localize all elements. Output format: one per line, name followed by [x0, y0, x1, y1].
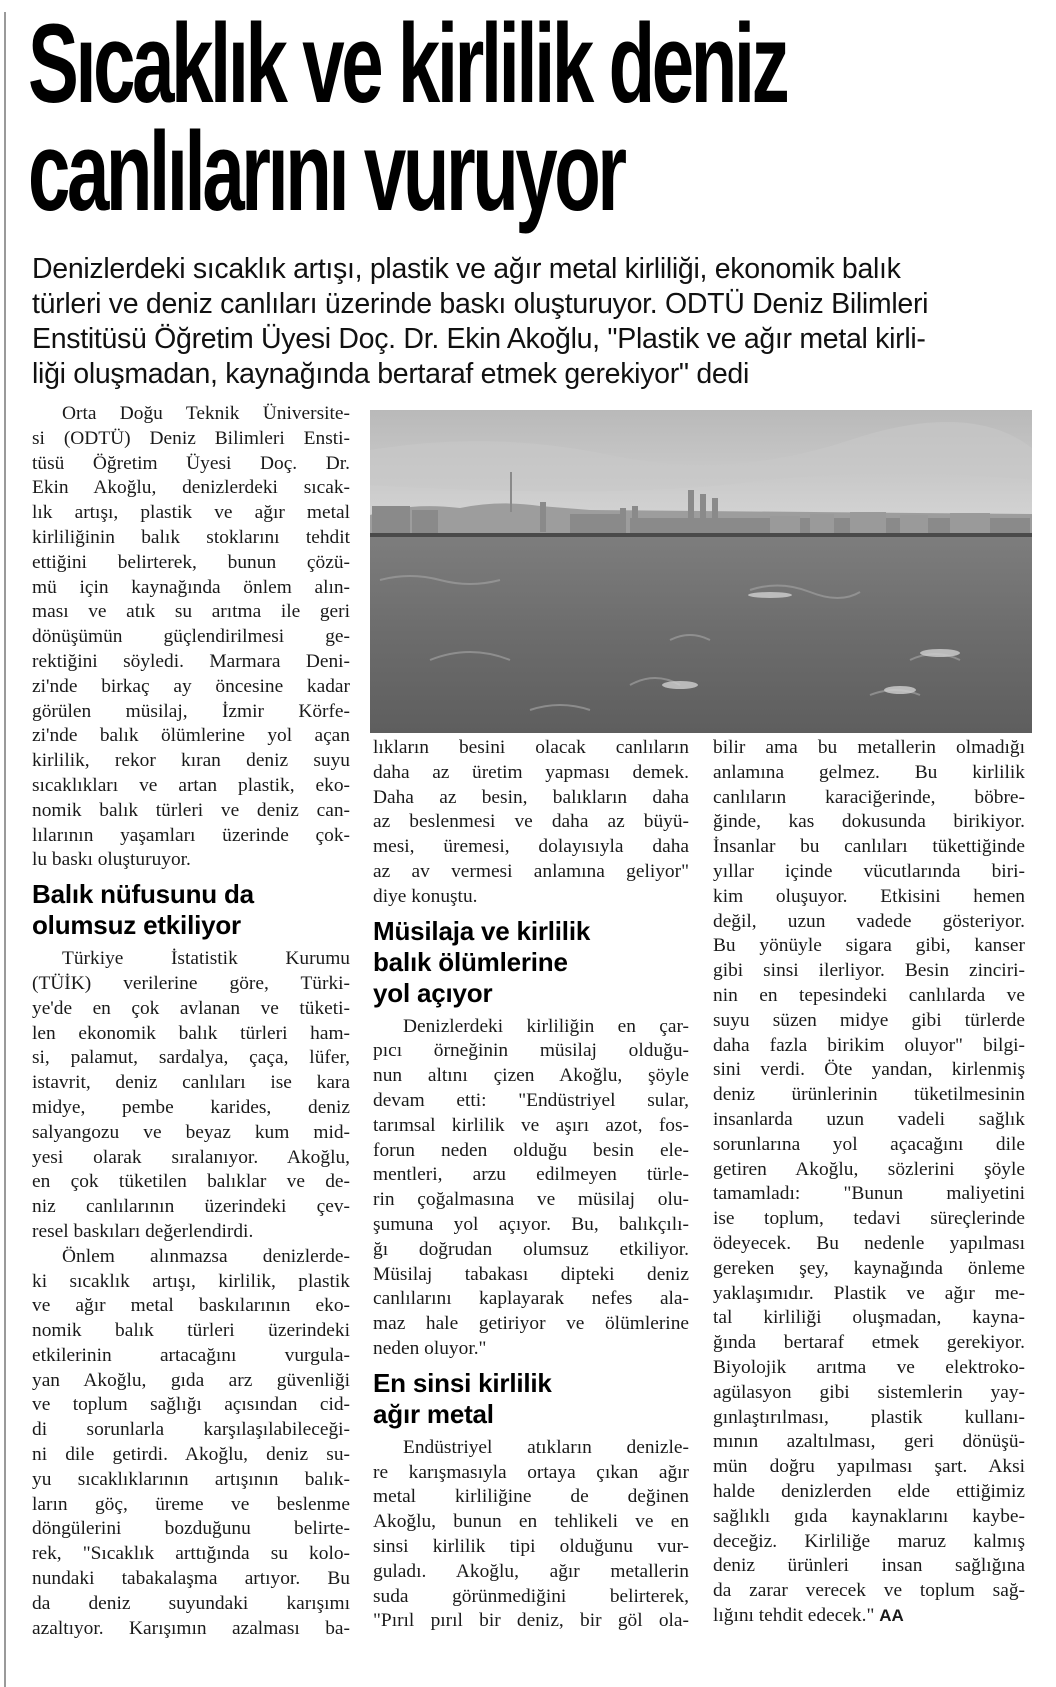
body-line: da zarar verecek ve toplum sağ- [713, 1580, 1025, 1602]
body-line: zi'nde birkaç ay öncesine kadar [32, 675, 350, 697]
deck-line: Enstitüsü Öğretim Üyesi Doç. Dr. Ekin Akoğlu, "Plastik ve ağır metal kirli- [32, 323, 926, 355]
body-line: Orta Doğu Teknik Üniversite- [62, 403, 350, 424]
body-line: ise toplum, tedavi süreçlerinde [713, 1208, 1025, 1230]
article-column-1 [32, 402, 350, 1641]
body-line: lıkların besini olacak canlıların [373, 737, 689, 758]
body-line: suda görünmediğini belirterek, [373, 1585, 689, 1607]
body-line: istavrit, deniz canlıları ise kara [32, 1072, 350, 1094]
body-line: sorunlarına yol açacağını dile [713, 1133, 1025, 1155]
body-line: ların göç, üreme ve beslenme [32, 1493, 350, 1515]
body-line: bilir ama bu metallerin olmadığı [713, 737, 1025, 758]
body-line: yu sıcaklıklarının artışının balık- [32, 1468, 350, 1490]
body-line: getiren Akoğlu, sözlerini şöyle [713, 1158, 1025, 1180]
sea-skyline-image [370, 410, 1032, 733]
final-text: lığını tehdit edecek." [713, 1604, 880, 1626]
body-line: sinsi kirlilik tipi olduğunu vur- [373, 1535, 689, 1557]
body-line: Akoğlu, bunun en tehlikeli ve en [373, 1511, 689, 1533]
body-line: Ekin Akoğlu, denizlerdeki sıcak- [32, 477, 350, 499]
body-line: daha az üretim yapması demek. [373, 761, 689, 783]
body-line: görülen müsilaj, İzmir Körfe- [32, 700, 350, 722]
body-line: len ekonomik balık türleri ham- [32, 1022, 350, 1044]
body-line: canlılarını kaplayarak nefes ala- [373, 1288, 689, 1310]
body-line: ve toplum sağlığı açısından cid- [32, 1394, 350, 1416]
body-line: deniz ürünleri insan sağlığına [713, 1555, 1025, 1577]
body-line: anlamına gelmez. Bu kirlilik [713, 761, 1025, 783]
body-line: ni dile getirdi. Akoğlu, deniz su- [32, 1444, 350, 1466]
body-line: lılarının yaşamları üzerinde çok- [32, 824, 350, 846]
deck-line: türleri ve deniz canlıları üzerinde baskı oluşturuyor. ODTÜ Deniz Bilimleri [32, 288, 929, 320]
body-line: mün doğru yapılması şart. Aksi [713, 1456, 1025, 1478]
body-line: kirlilik, rekor kıran deniz suyu [32, 750, 350, 772]
body-line: dönüşümün güçlendirilmesi ge- [32, 626, 350, 648]
body-line: metal kirliliğine de değinen [373, 1486, 689, 1508]
body-line: da deniz suyundaki karışımı [32, 1592, 350, 1614]
body-line: re karışmasıyla ortaya çıkan ağır [373, 1461, 689, 1483]
article-photo [370, 410, 1032, 733]
subheading-line: En sinsi kirlilik [373, 1367, 552, 1398]
body-line: canlıların karaciğerinde, böbre- [713, 786, 1025, 808]
body-line: tüsü Öğretim Üyesi Doç. Dr. [32, 452, 350, 474]
body-line: "Pırıl pırıl bir deniz, bir göl ola- [373, 1610, 689, 1632]
headline-line: Sıcaklık ve kirlilik deniz [28, 1, 787, 126]
body-line: resel baskıları değerlendirdi. [32, 1220, 254, 1242]
body-line: pıcı örneğinin müsilaj olduğu- [373, 1040, 689, 1062]
body-line: di sorunlarla karşılaşılabileceği- [32, 1419, 350, 1441]
body-line: ki sıcaklık artışı, kirlilik, plastik [32, 1270, 350, 1292]
body-line: daha fazla birikim oluyor" bilgi- [713, 1034, 1025, 1056]
body-line: forun neden olduğu besin ele- [373, 1139, 689, 1161]
body-line: maz hale getiriyor ve ölümlerine [373, 1313, 689, 1335]
body-line: Bu yönüyle sigara gibi, kanser [713, 935, 1025, 957]
body-line: kim oluşuyor. Etkisini hemen [713, 885, 1025, 907]
body-line: Türkiye İstatistik Kurumu [62, 948, 350, 970]
body-line: diye konuştu. [373, 885, 478, 907]
body-line: mının azaltılması, geri dönüşü- [713, 1431, 1025, 1453]
body-line: azaltıyor. Karışımın azalması ba- [32, 1617, 350, 1639]
body-line: yıllar içinde vücutlarında biri- [713, 860, 1025, 882]
body-line-final [713, 1604, 1025, 1629]
body-line: yan Akoğlu, gıda arz güvenliği [32, 1369, 350, 1391]
body-line: ğında bertaraf etmek gerekiyor. [713, 1332, 1025, 1354]
body-line: az beslenmesi ve daha az büyü- [373, 811, 689, 833]
subheading-line: yol açıyor [373, 977, 493, 1008]
article-column-2 [373, 736, 689, 1634]
body-line: deniz ürünlerinin tüketilmesinin [713, 1084, 1025, 1106]
subheading-line: balık ölümlerine [373, 946, 568, 977]
body-line: nomik balık türleri ve deniz can- [32, 799, 350, 821]
body-line: nin en tepesindeki canlılarda ve [713, 984, 1025, 1006]
body-line: ğinde, kas dokusunda birikiyor. [713, 811, 1025, 833]
body-line: döngülerini bozduğunu belirte- [32, 1518, 350, 1540]
body-line: gereken şey, kaynağında önleme [713, 1257, 1025, 1279]
body-line: tal kirliliği oluşmadan, kayna- [713, 1307, 1025, 1329]
body-line: ması ve atık su arıtma ile geri [32, 601, 350, 623]
headline-line: canlılarını vuruyor [28, 109, 624, 234]
body-line: kirliliğinin balık stoklarını tehdit [32, 526, 350, 548]
body-line: Endüstriyel atıkların denizle- [403, 1436, 689, 1458]
body-line: suyu süzen midye gibi türlerde [713, 1009, 1025, 1031]
body-line: sıcaklıkları ve artan plastik, eko- [32, 774, 350, 796]
body-line: tarımsal kirlilik ve aşırı azot, fos- [373, 1114, 689, 1136]
body-line: az av vermesi anlamına geliyor" [373, 860, 689, 882]
subheading [373, 1368, 689, 1430]
body-line: Biyolojik arıtma ve elektroko- [713, 1356, 1025, 1378]
subheading-line: olumsuz etkiliyor [32, 910, 241, 941]
body-line: rek, "Sıcaklık arttığında su kolo- [32, 1543, 350, 1565]
body-line: rin çoğalmasına ve müsilaj olu- [373, 1189, 689, 1211]
body-line: şumuna yol açıyor. Bu, balıkçılı- [373, 1213, 689, 1235]
body-line: lu baskı oluşturuyor. [32, 849, 191, 871]
subheading [373, 916, 689, 1009]
body-line: lık artışı, plastik ve ağır metal [32, 502, 350, 524]
subheading-line: Balık nüfusunu da [32, 879, 254, 910]
subheading [32, 879, 350, 941]
body-line: gınlaştırılması, plastik kullanı- [713, 1406, 1025, 1428]
body-line: sağlıklı gıda kaynaklarını kaybe- [713, 1505, 1025, 1527]
body-line: niz canlılarının üzerindeki çev- [32, 1196, 350, 1218]
body-line: yaklaşımıdır. Plastik ve ağır me- [713, 1282, 1025, 1304]
body-line: Müsilaj tabakası dipteki deniz [373, 1263, 689, 1285]
body-line: halde denizlerden elde ettiğimiz [713, 1480, 1025, 1502]
body-line: insanlarda uzun vadeli sağlık [713, 1108, 1025, 1130]
body-line: nomik balık türleri üzerindeki [32, 1320, 350, 1342]
body-line: tamamladı: "Bunun maliyetini [713, 1183, 1025, 1205]
body-line: (TÜİK) verilerine göre, Türki- [32, 972, 350, 994]
body-line: İnsanlar bu canlıları tükettiğinde [713, 836, 1025, 858]
body-line: mü için kaynağında önlem alın- [32, 576, 350, 598]
body-line: ğı doğrudan olumsuz etkiliyor. [373, 1238, 689, 1260]
body-line: Daha az besin, balıkların daha [373, 786, 689, 808]
body-line: değil, uzun vadede gösteriyor. [713, 910, 1025, 932]
body-line: en çok tüketilen balıklar ve de- [32, 1171, 350, 1193]
subheading-line: Müsilaja ve kirlilik [373, 915, 591, 946]
body-line: agülasyon gibi sistemlerin yay- [713, 1381, 1025, 1403]
body-line: si, palamut, sardalya, çaça, lüfer, [32, 1047, 350, 1069]
body-line: ve ağır metal baskılarının eko- [32, 1295, 350, 1317]
body-line: deceğiz. Kirliliğe maruz kalmış [713, 1530, 1025, 1552]
deck-line: Denizlerdeki sıcaklık artışı, plastik ve ağır metal kirliliği, ekonomik balık [32, 253, 901, 285]
page-edge-rule [4, 12, 6, 1687]
body-line: neden oluyor." [373, 1337, 487, 1359]
body-line: ödeyecek. Bu nedenle yapılması [713, 1232, 1025, 1254]
body-line: ye'de en çok avlanan ve tüketi- [32, 997, 350, 1019]
body-line: mesi, üremesi, dolayısıyla daha [373, 836, 689, 858]
body-line: nun altını çizen Akoğlu, şöyle [373, 1065, 689, 1087]
body-line: ettiğini belirterek, bunun çözü- [32, 551, 350, 573]
body-line: nundaki tabakalaşma artıyor. Bu [32, 1568, 350, 1590]
subheading-line: ağır metal [373, 1398, 494, 1429]
body-line: rektiğini söyledi. Marmara Deni- [32, 650, 350, 672]
body-line: sini verdi. Öte yandan, kirlenmiş [713, 1059, 1025, 1081]
body-line: Denizlerdeki kirliliğin en çar- [403, 1015, 689, 1037]
agency-credit: AA [879, 1605, 904, 1625]
body-line: Önlem alınmazsa denizlerde- [62, 1245, 350, 1267]
body-line: yesi olarak sıralanıyor. Akoğlu, [32, 1146, 350, 1168]
body-line: mentleri, arzu edilmeyen türle- [373, 1164, 689, 1186]
article-deck [32, 252, 1042, 392]
body-line: etkilerinin artacağını vurgula- [32, 1344, 350, 1366]
body-line: gibi sinsi ilerliyor. Besin zinciri- [713, 960, 1025, 982]
deck-line: liği oluşmadan, kaynağında bertaraf etmek gerekiyor" dedi [32, 358, 750, 390]
body-line: devam etti: "Endüstriyel sular, [373, 1089, 689, 1111]
article-column-3 [713, 736, 1025, 1629]
body-line: salyangozu ve beyaz kum mid- [32, 1121, 350, 1143]
body-line: guladı. Akoğlu, ağır metallerin [373, 1560, 689, 1582]
headline [28, 1, 1034, 234]
body-line: zi'nde balık ölümlerine yol açan [32, 725, 350, 747]
body-line: midye, pembe karides, deniz [32, 1096, 350, 1118]
body-line: si (ODTÜ) Deniz Bilimleri Ensti- [32, 427, 350, 449]
